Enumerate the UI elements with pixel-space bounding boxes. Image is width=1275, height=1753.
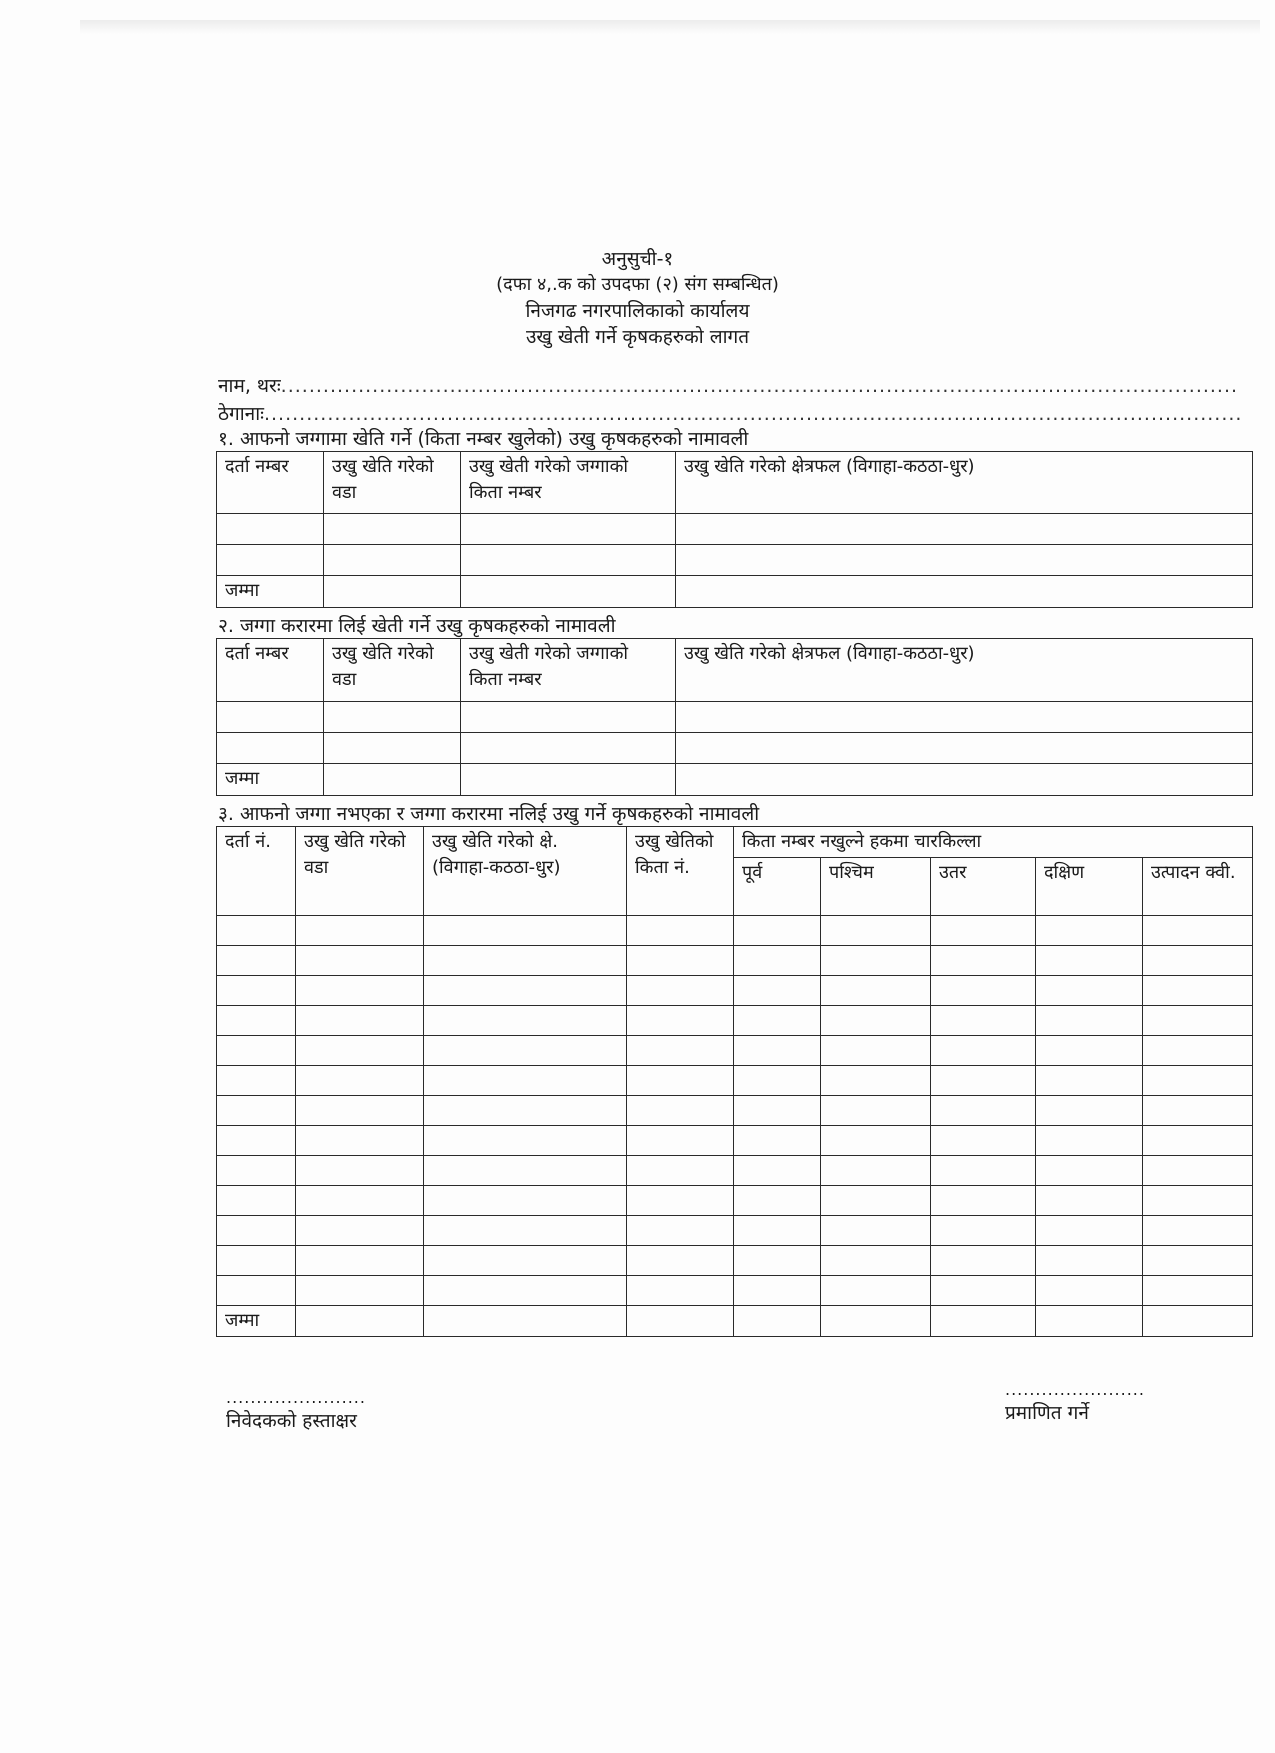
section2-title: २. जग्गा करारमा लिई खेती गर्ने उखु कृषकहरुको नामावली [218, 615, 616, 637]
section3-table [216, 826, 1253, 1337]
subheader-cell: उत्पादन क्वी. [1143, 858, 1253, 916]
document-header [0, 246, 1275, 350]
section1-table [216, 451, 1253, 608]
reference-line: (दफा ४,.क को उपदफा (२) संग सम्बन्धित) [496, 274, 779, 295]
address-field [218, 400, 1242, 426]
address-label: ठेगानाः [218, 403, 264, 425]
subject-line: उखु खेती गर्ने कृषकहरुको लागत [525, 326, 750, 348]
total-label: जम्मा [217, 576, 324, 608]
header-cell: दर्ता नं. [217, 827, 296, 916]
header-cell: दर्ता नम्बर [217, 639, 324, 702]
table-row [217, 1096, 1253, 1126]
table-row [217, 1066, 1253, 1096]
header-cell: उखु खेति गरेको वडा [324, 639, 461, 702]
table-row [217, 514, 1253, 545]
header-cell: उखु खेती गरेको जग्गाको किता नम्बर [461, 452, 676, 514]
total-row [217, 576, 1253, 608]
subheader-cell: दक्षिण [1036, 858, 1143, 916]
table-row [217, 1126, 1253, 1156]
total-label: जम्मा [217, 1306, 296, 1337]
name-field [218, 372, 1238, 398]
applicant-label: निवेदकको हस्ताक्षर [226, 1410, 357, 1432]
table-row [217, 1216, 1253, 1246]
table-header-row [217, 639, 1253, 702]
table-row [217, 702, 1253, 733]
schedule-title: अनुसुची-१ [601, 248, 674, 270]
total-row [217, 1306, 1253, 1337]
header-cell: उखु खेति गरेको क्षेत्रफल (विगाहा-कठठा-धुर) [676, 639, 1253, 702]
header-cell: उखु खेतिको किता नं. [627, 827, 734, 916]
section1-title: १. आफनो जग्गामा खेति गर्ने (किता नम्बर खुलेको) उखु कृषकहरुको नामावली [218, 428, 749, 450]
header-cell: उखु खेती गरेको जग्गाको किता नम्बर [461, 639, 676, 702]
subheader-cell: पूर्व [734, 858, 821, 916]
certifier-label: प्रमाणित गर्ने [1005, 1402, 1089, 1424]
header-cell: उखु खेति गरेको वडा [296, 827, 424, 916]
table-row [217, 916, 1253, 946]
section3-title: ३. आफनो जग्गा नभएका र जग्गा करारमा नलिई उखु गर्ने कृषकहरुको नामावली [218, 803, 760, 825]
total-label: जम्मा [217, 764, 324, 796]
name-dots: ........................................................................................................................................ [280, 375, 1239, 397]
table-row [217, 733, 1253, 764]
header-cell: उखु खेति गरेको वडा [324, 452, 461, 514]
table-header-row [217, 452, 1253, 514]
address-dots: ........................................................................................................................................... [263, 403, 1243, 425]
section2-table [216, 638, 1253, 796]
header-cell: उखु खेति गरेको क्षे. (विगाहा-कठठा-धुर) [424, 827, 627, 916]
office-name: निजगढ नगरपालिकाको कार्यालय [525, 300, 750, 322]
certifier-dots: ....................... [1005, 1380, 1145, 1399]
subheader-cell: पश्चिम [821, 858, 931, 916]
table-row [217, 545, 1253, 576]
header-cell: उखु खेति गरेको क्षेत्रफल (विगाहा-कठठा-धुर) [676, 452, 1253, 514]
section3-body [217, 916, 1253, 1306]
total-row [217, 764, 1253, 796]
applicant-dots: ....................... [226, 1388, 366, 1407]
group-header-cell: किता नम्बर नखुल्ने हकमा चारकिल्ला [734, 827, 1253, 858]
certifier-signature [1005, 1380, 1145, 1425]
table-row [217, 1006, 1253, 1036]
table-row [217, 976, 1253, 1006]
table-header-row [217, 827, 1253, 858]
table-row [217, 1036, 1253, 1066]
table-row [217, 1186, 1253, 1216]
header-cell: दर्ता नम्बर [217, 452, 324, 514]
applicant-signature [226, 1388, 366, 1433]
table-row [217, 1246, 1253, 1276]
scan-shadow [80, 20, 1260, 34]
table-row [217, 1156, 1253, 1186]
subheader-cell: उतर [931, 858, 1036, 916]
table-row [217, 1276, 1253, 1306]
table-row [217, 946, 1253, 976]
name-label: नाम, थरः [218, 375, 281, 397]
